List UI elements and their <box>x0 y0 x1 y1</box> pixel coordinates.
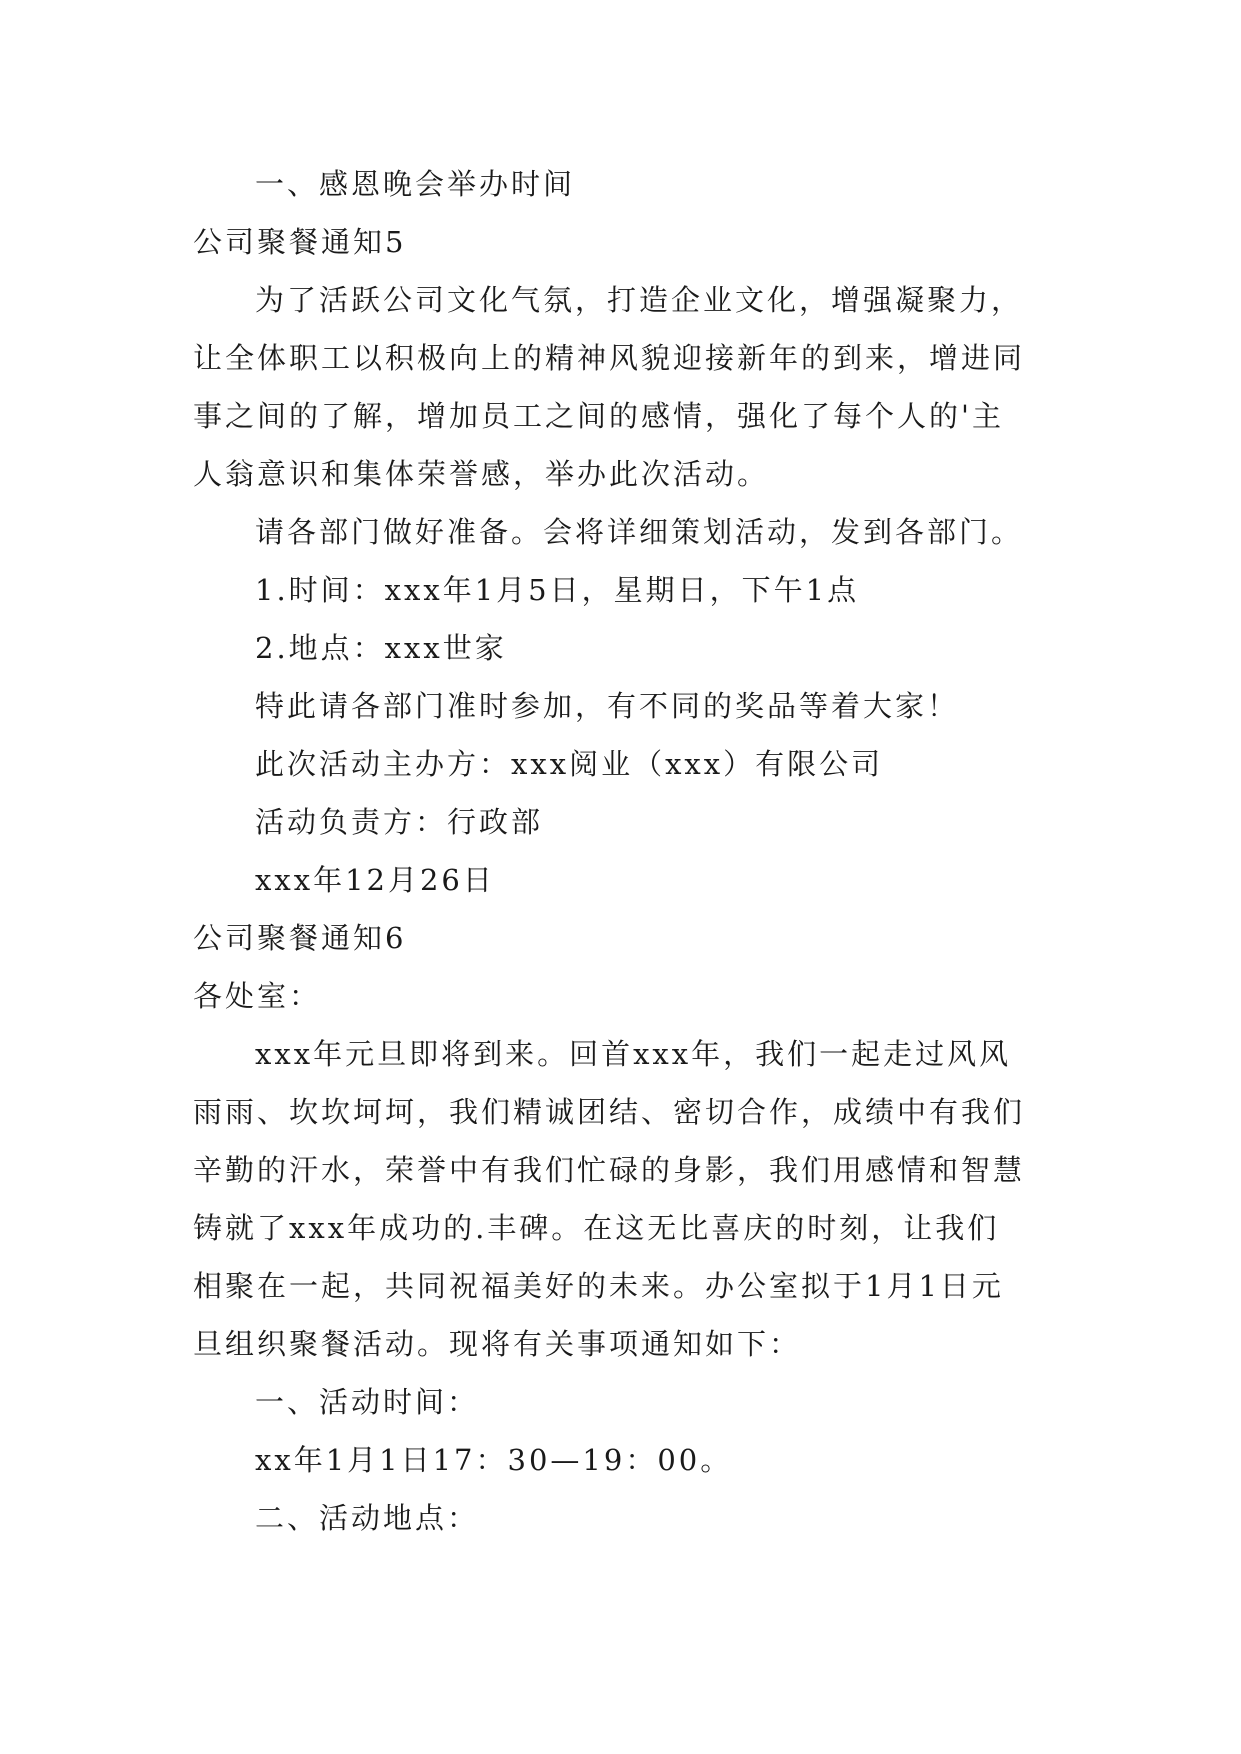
salutation: 各处室： <box>193 979 322 1013</box>
paragraph-line: 让全体职工以积极向上的精神风貌迎接新年的到来，增进同 <box>193 341 1026 375</box>
paragraph-line: xxx年元旦即将到来。回首xxx年，我们一起走过风风 <box>255 1037 1012 1071</box>
paragraph-line: xx年1月1日17：30—19：00。 <box>255 1443 733 1477</box>
paragraph-line: 为了活跃公司文化气氛，打造企业文化，增强凝聚力， <box>255 283 1024 317</box>
paragraph-line: 此次活动主办方：xxx阅业（xxx）有限公司 <box>255 747 884 781</box>
date-line: xxx年12月26日 <box>255 863 495 897</box>
paragraph-line: 相聚在一起，共同祝福美好的未来。办公室拟于1月1日元 <box>193 1269 1004 1303</box>
paragraph-line: 特此请各部门准时参加，有不同的奖品等着大家！ <box>255 689 960 723</box>
section-heading: 一、活动时间： <box>255 1385 480 1419</box>
list-item: 2.地点：xxx世家 <box>255 631 507 665</box>
paragraph-line: 铸就了xxx年成功的.丰碑。在这无比喜庆的时刻，让我们 <box>193 1211 1000 1245</box>
paragraph-line: 旦组织聚餐活动。现将有关事项通知如下： <box>193 1327 802 1361</box>
paragraph-line: 人翁意识和集体荣誉感，举办此次活动。 <box>193 457 770 491</box>
paragraph-line: 雨雨、坎坎坷坷，我们精诚团结、密切合作，成绩中有我们 <box>193 1095 1026 1129</box>
paragraph-line: 请各部门做好准备。会将详细策划活动，发到各部门。 <box>255 515 1024 549</box>
list-item: 1.时间：xxx年1月5日，星期日，下午1点 <box>255 573 860 607</box>
section-heading: 二、活动地点： <box>255 1501 480 1535</box>
notice-title: 公司聚餐通知5 <box>193 225 407 259</box>
section-heading: 一、感恩晚会举办时间 <box>255 167 576 201</box>
paragraph-line: 事之间的了解，增加员工之间的感情，强化了每个人的'主 <box>193 399 1004 433</box>
notice-title: 公司聚餐通知6 <box>193 921 407 955</box>
paragraph-line: 辛勤的汗水，荣誉中有我们忙碌的身影，我们用感情和智慧 <box>193 1153 1026 1187</box>
paragraph-line: 活动负责方：行政部 <box>255 805 544 839</box>
